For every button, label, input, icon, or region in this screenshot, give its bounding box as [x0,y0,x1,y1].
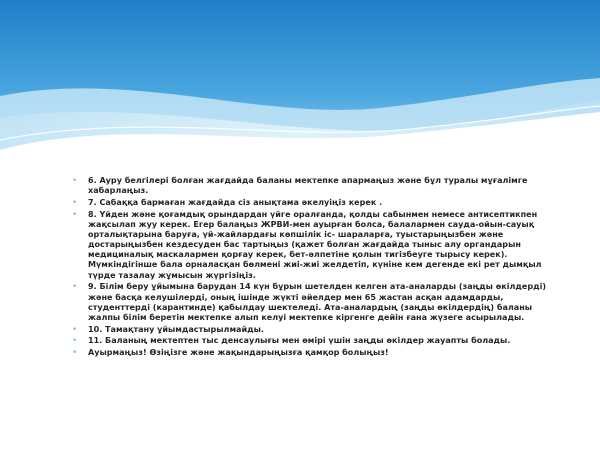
bullet-icon: • [72,348,78,359]
list-item [72,197,548,208]
bullet-icon: • [72,176,78,186]
bullet-icon: • [72,336,78,347]
bullet-icon: • [72,282,78,293]
header-wave-decoration [0,0,600,170]
list-item [72,282,548,323]
list-item-text: 10. Тамақтану ұйымдастырылмайды. [88,324,264,334]
list-item-text: 9. Білім беру ұйымына барудан 14 күн бұрын шетелден келген ата-аналарды (заңды өкілдерді) және басқа келушілерді, оның ішінде жүкті әйелдер мен 65 жастан асқан адамдарды, студенттерді (карантинде) қабылдау шектеледі. Ата-аналардың (заңды өкілдердің) баланы жалпы білім беретін мектепке алып келуі мектепке кіргенге дейін ғана жүзеге асырылады. [88,282,547,322]
bullet-icon: • [72,209,78,220]
list-item [72,324,548,335]
bullet-icon: • [72,197,78,208]
list-item-text: 8. Үйден және қоғамдық орындардан үйге оралғанда, қолды сабынмен немесе антисептикпен жақсылап жуу керек. Егер балаңыз ЖРВИ-мен ауырған болса, балалармен сауда-ойын-сауық орталықтарына баруға, үй-жайлардағы көпшілік іс- шараларға, туыстарыңызбен және достарыңызбен кездесуден бас тартыңыз (қажет болған жағдайда тыныс алу органдарын медициналық маскалармен қорғау керек, бет-әлпетіне қолын тигізбеуге тырысу керек). Мүмкіндігінше бала орналасқан бөлмені жиі-жиі желдетіп, күніне кем дегенде екі рет дымқыл түрде тазалау жұмысын жүргізіңіз. [88,209,542,280]
bullet-icon: • [72,324,78,335]
list-item [72,176,548,196]
content-list [72,176,548,360]
list-item-text: 6. Ауру белгілері болған жағдайда баланы мектепке апармаңыз және бұл туралы мұғалімге хабарлаңыз. [88,176,528,196]
list-item [72,348,548,359]
list-item-text: 11. Баланың мектептен тыс денсаулығы мен өмірі үшін заңды өкілдер жауапты болады. [88,336,511,346]
list-item-text: 7. Сабаққа бармаған жағдайда сіз анықтама әкелуіңіз керек . [88,197,383,207]
list-item [72,209,548,281]
list-item [72,336,548,347]
list-item-text: Ауырмаңыз! Өзіңізге және жақындарыңызға қамқор болыңыз! [88,348,389,358]
